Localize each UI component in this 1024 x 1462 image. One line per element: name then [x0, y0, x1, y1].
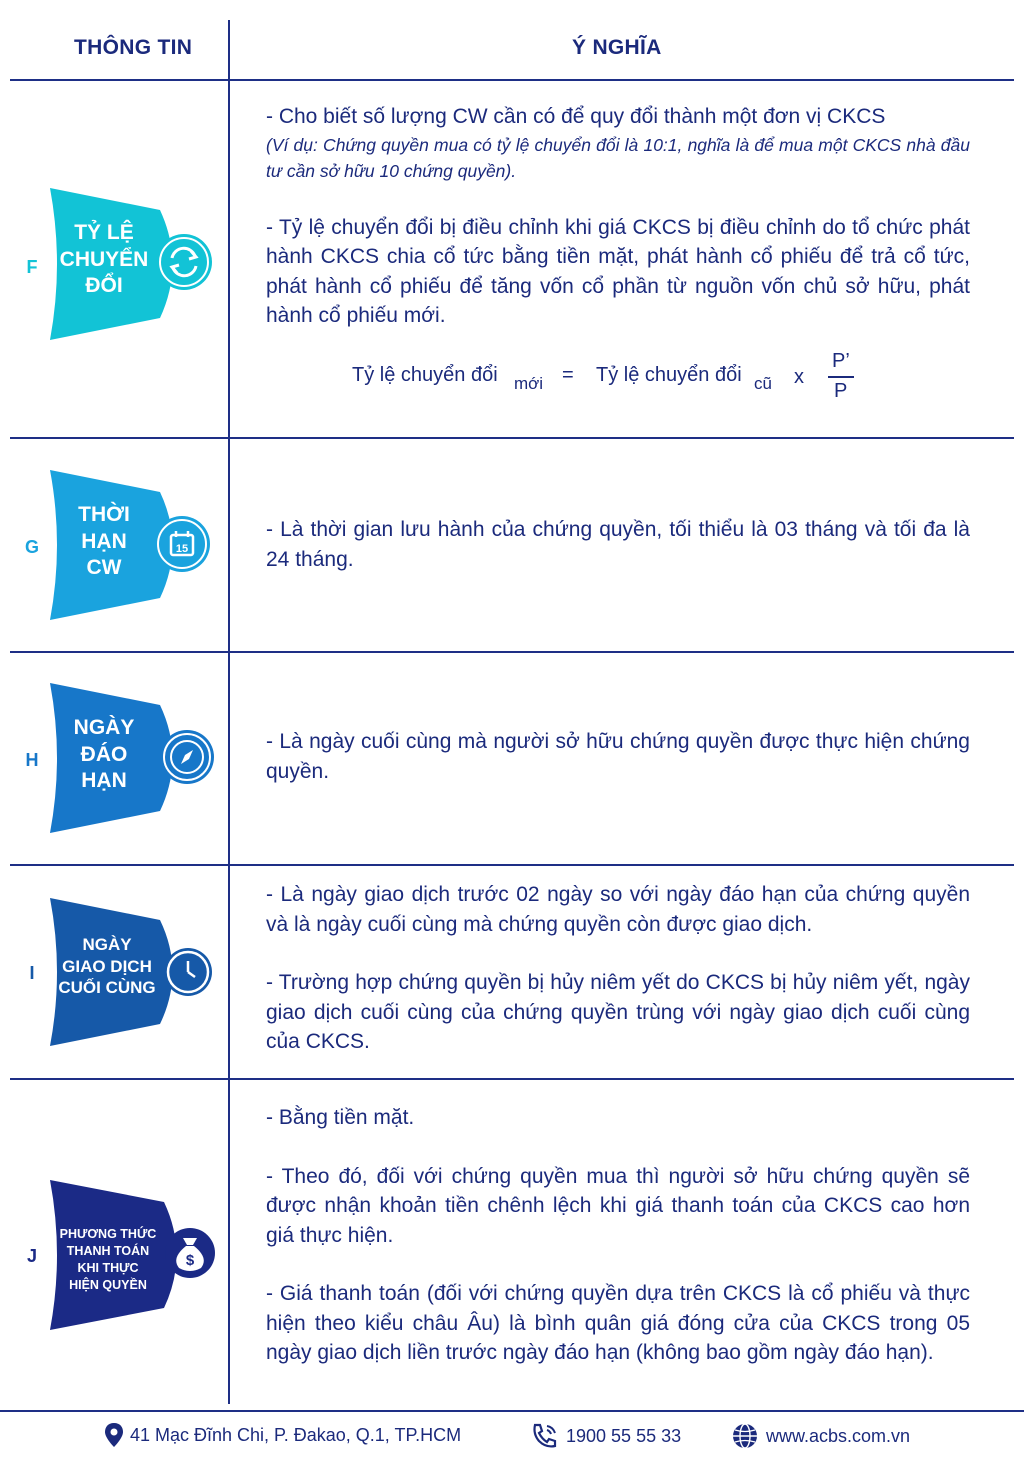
row-letter-g: G [24, 537, 39, 557]
globe-icon [730, 1422, 760, 1450]
calendar-icon [154, 516, 210, 572]
badge-conversion-ratio [50, 188, 214, 340]
paragraph: - Trường hợp chứng quyền bị hủy niêm yết do CKCS bị hủy niêm yết, ngày giao dịch cuối cùng của chứng quyền trùng với ngày giao dịch cuối cùng của CKCS. [266, 971, 970, 1053]
column-divider [228, 20, 230, 1404]
badge-last-trading-day [50, 898, 214, 1046]
divider-line [10, 864, 1014, 866]
paragraph: - Tỷ lệ chuyển đổi bị điều chỉnh khi giá CKCS bị điều chỉnh do tổ chức phát hành CKCS chia cổ tức bằng tiền mặt, phát hành cổ phiếu để trả cổ tức, phát hành cổ phiếu để tăng vốn cổ phần từ nguồn vốn chủ sở hữu, phát hành cổ phiếu mới. [266, 215, 970, 327]
header-col2: Ý NGHĨA [572, 36, 662, 59]
row-i-content [266, 880, 970, 1057]
dollar-sign: $ [185, 1252, 195, 1269]
formula-right-sub: cũ [754, 374, 772, 393]
clock-icon [164, 948, 212, 996]
footer-phone[interactable] [530, 1422, 681, 1450]
paragraph: - Là ngày giao dịch trước 02 ngày so với ngày đáo hạn của chứng quyền và là ngày cuối cùng mà chứng quyền còn được giao dịch. [266, 883, 970, 936]
money-bag-icon [165, 1228, 215, 1278]
footer-website[interactable] [730, 1422, 910, 1450]
footer-divider [0, 1410, 1024, 1412]
formula-left-sub: mới [514, 374, 544, 393]
header-col1: THÔNG TIN [74, 36, 193, 59]
row-letter-h: H [25, 750, 39, 770]
footer-address [104, 1422, 461, 1448]
badge-cw-term [50, 470, 214, 620]
formula-denominator: P [834, 380, 848, 402]
paragraph: - Là ngày cuối cùng mà người sở hữu chứng quyền được thực hiện chứng quyền. [266, 730, 970, 783]
divider-line [10, 79, 1014, 81]
row-j-content [266, 1103, 970, 1368]
paragraph: - Là thời gian lưu hành của chứng quyền, tối thiểu là 03 tháng và tối đa là 24 tháng. [266, 518, 970, 571]
paragraph: - Theo đó, đối với chứng quyền mua thì người sở hữu chứng quyền sẽ được nhận khoản tiền chênh lệch khi giá thanh toán của CKCS cao hơn giá thực hiện. [266, 1164, 970, 1247]
row-letter-j: J [26, 1246, 37, 1266]
paragraph: - Bằng tiền mặt. [266, 1106, 415, 1129]
badge-label: NGÀY ĐÁO HẠN [73, 716, 135, 793]
badge-label: NGÀY GIAO DỊCH CUỐI CÙNG [58, 935, 156, 998]
row-letter-f: F [26, 257, 38, 277]
divider-line [10, 1078, 1014, 1080]
paragraph: - Cho biết số lượng CW cần có để quy đổi thành một đơn vị CKCS [266, 105, 886, 128]
formula-left: Tỷ lệ chuyển đổi [352, 364, 498, 386]
row-g-content [266, 515, 970, 574]
website-text[interactable]: www.acbs.com.vn [766, 1425, 911, 1446]
badge-label: PHƯƠNG THỨC THANH TOÁN KHI THỰC HIỆN QUYỀN [59, 1227, 157, 1292]
divider-line [10, 437, 1014, 439]
badge-label: TỶ LỆ CHUYỂN ĐỔI [59, 221, 149, 298]
calendar-number: 15 [175, 543, 189, 555]
badge-settlement-method [50, 1180, 218, 1330]
badge-label: THỜI HẠN CW [78, 503, 130, 580]
badge-expiry-date [50, 683, 214, 833]
example-note: (Ví dụ: Chứng quyền mua có tỷ lệ chuyển đổi là 10:1, nghĩa là để mua một CKCS nhà đầu tư cần sở hữu 10 chứng quyền). [266, 134, 970, 181]
compass-icon [160, 730, 214, 784]
conversion-formula [350, 352, 870, 412]
formula-eq: = [562, 364, 574, 386]
formula-numerator: P’ [832, 350, 850, 372]
phone-text[interactable]: 1900 55 55 33 [566, 1425, 682, 1446]
formula-right: Tỷ lệ chuyển đổi [596, 364, 742, 386]
refresh-icon [156, 234, 212, 290]
paragraph: - Giá thanh toán (đối với chứng quyền dựa trên CKCS là cổ phiếu và thực hiện theo kiểu châu Âu) là bình quân giá đóng cửa của CKCS trong 05 ngày giao dịch liền trước ngày đáo hạn (không bao gồm ngày đáo hạn). [266, 1282, 970, 1364]
row-f-content [266, 102, 970, 331]
phone-icon [530, 1422, 560, 1450]
formula-times: x [794, 366, 804, 388]
row-letter-i: I [29, 963, 35, 983]
address-text: 41 Mạc Đĩnh Chi, P. Đakao, Q.1, TP.HCM [130, 1424, 462, 1445]
location-pin-icon [104, 1422, 124, 1448]
row-h-content [266, 727, 970, 786]
fraction-bar [828, 376, 854, 378]
divider-line [10, 651, 1014, 653]
